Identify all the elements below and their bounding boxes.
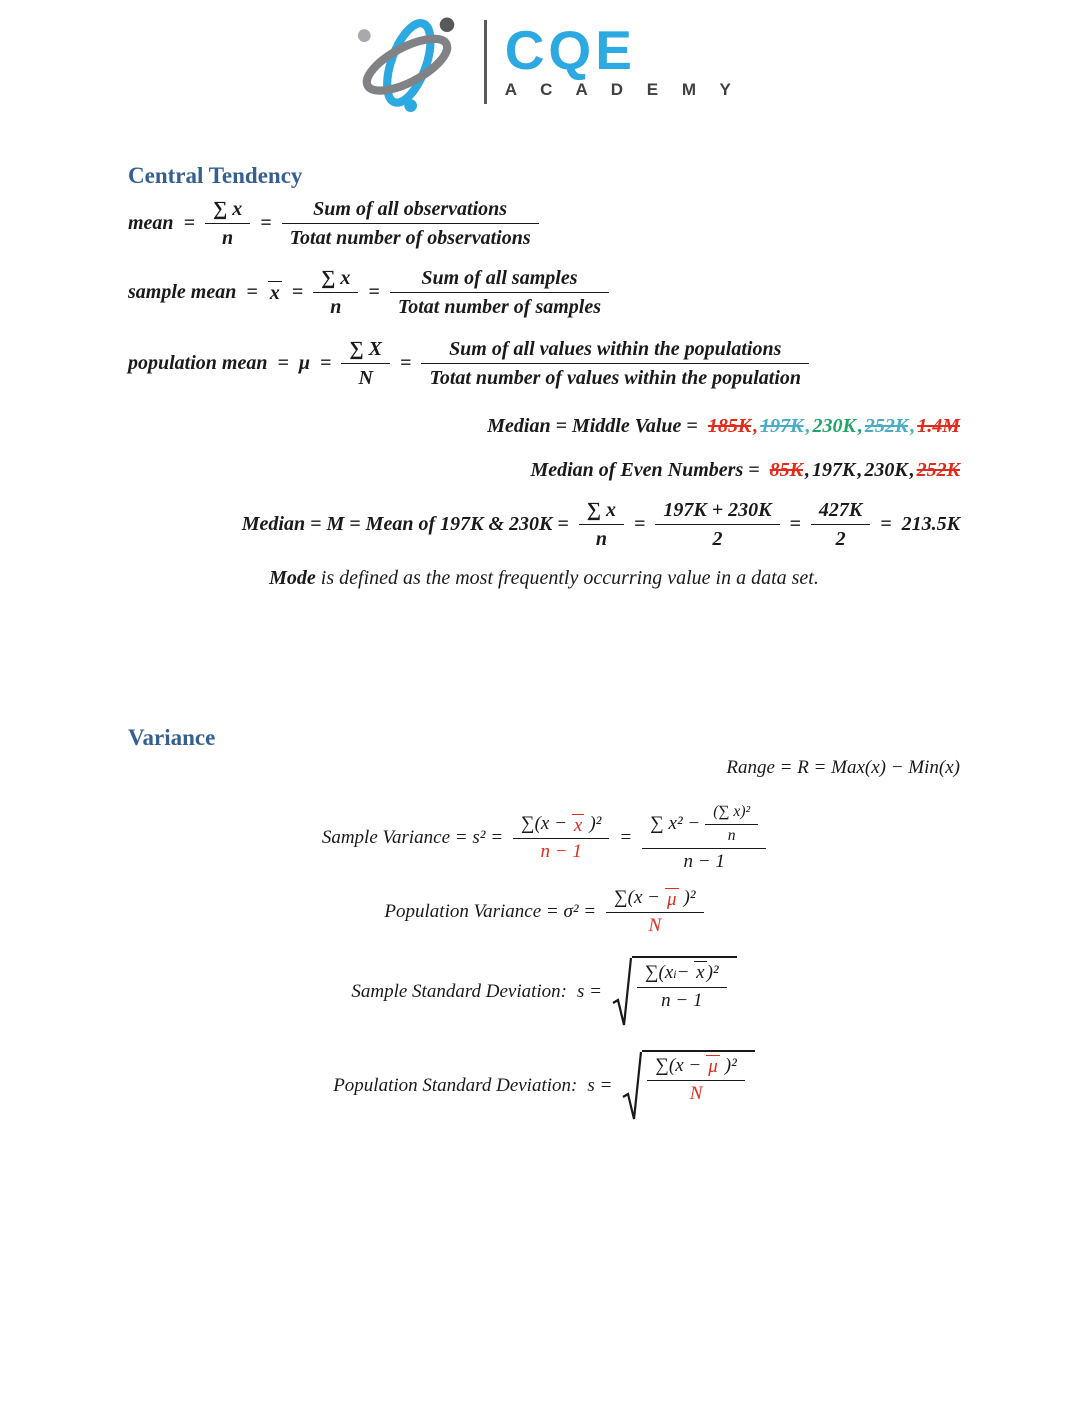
fraction-denominator: 2 xyxy=(811,524,870,551)
median-value: 185K xyxy=(707,414,752,437)
x-bar-symbol: x xyxy=(696,962,705,984)
fraction-numerator: ∑ x xyxy=(586,498,617,521)
s-equals: s = xyxy=(587,1074,613,1096)
fraction-numerator xyxy=(606,887,703,912)
fraction-verbal xyxy=(421,337,809,390)
mean-formula xyxy=(128,197,960,250)
sum-open: ∑(x xyxy=(644,962,674,984)
mode-definition xyxy=(128,567,960,590)
sample-mean-formula xyxy=(128,266,960,319)
fraction-numerator: ∑ x xyxy=(212,197,243,220)
median-middle-values xyxy=(708,414,960,438)
mu-bar-symbol: μ xyxy=(708,1056,718,1078)
range-formula xyxy=(128,757,960,780)
median-value: 252K xyxy=(916,458,960,481)
equals-sign: = xyxy=(320,352,332,375)
x-bar-symbol: x xyxy=(573,814,583,836)
equals-sign: = xyxy=(880,513,892,536)
population-mean-label: population mean xyxy=(128,352,268,375)
equals-sign: = xyxy=(277,352,289,375)
comma: , xyxy=(804,458,810,481)
fraction-numerator xyxy=(513,813,609,838)
fraction-denominator: n xyxy=(205,223,250,250)
section-heading-central-tendency: Central Tendency xyxy=(128,163,303,188)
mu-bar-symbol: μ xyxy=(667,888,677,910)
median-value: 230K xyxy=(864,458,908,481)
logo-divider xyxy=(484,20,487,104)
fraction-sum-x-over-n xyxy=(205,197,250,250)
sum-squared-deviations xyxy=(645,961,719,985)
population-variance-formula xyxy=(128,887,960,938)
radicand xyxy=(642,1050,754,1106)
fraction-verbal xyxy=(390,266,609,319)
fraction-numerator xyxy=(637,961,727,987)
squared-close: )² xyxy=(706,962,719,984)
square-root xyxy=(622,1050,754,1122)
fraction-denominator xyxy=(513,838,609,864)
mean-label: mean xyxy=(128,212,174,235)
fraction-denominator xyxy=(606,912,703,938)
fraction-numerator: ∑ X xyxy=(349,337,383,360)
equals-sign: = xyxy=(400,352,412,375)
sample-stddev-label: Sample Standard Deviation: xyxy=(351,980,568,1002)
fraction-denominator: n − 1 xyxy=(637,987,727,1013)
equals-sign: = xyxy=(634,513,646,536)
range-expression: Range = R = Max(x) − Min(x) xyxy=(726,756,960,778)
N-symbol: N xyxy=(689,1082,703,1104)
equals-sign: = xyxy=(368,281,380,304)
sum-x-squared-minus: ∑ x² − xyxy=(650,813,701,835)
sample-mean-label: sample mean xyxy=(128,281,237,304)
N-symbol: N xyxy=(648,915,662,937)
x-bar-symbol: x xyxy=(269,281,280,304)
median-value: 197K xyxy=(760,414,804,437)
fraction-computational-form xyxy=(642,803,766,873)
fraction-sum-x-over-n xyxy=(579,498,624,551)
median-value: 197K xyxy=(811,458,856,481)
fraction-427K-over-2 xyxy=(811,498,870,551)
median-value: 1.4M xyxy=(917,414,960,437)
fraction-sum-sq-dev-over-n-1 xyxy=(513,813,609,864)
comma: , xyxy=(857,414,863,437)
fraction-numerator: Sum of all observations xyxy=(313,197,508,220)
equals-sign: = xyxy=(291,281,304,304)
comma: , xyxy=(909,458,915,481)
sample-variance-label: Sample Variance = s² = xyxy=(321,826,504,848)
fraction-denominator xyxy=(647,1080,744,1106)
comma: , xyxy=(910,414,916,437)
squared-close: )² xyxy=(683,887,696,909)
fraction-denominator: n xyxy=(313,292,358,319)
mode-definition-text: is defined as the most frequently occurring value in a data set. xyxy=(315,566,819,589)
logo-brand: CQE xyxy=(504,19,636,82)
equals-sign: = xyxy=(246,281,258,304)
fraction-under-root xyxy=(637,961,727,1013)
fraction-numerator: 427K xyxy=(818,498,863,521)
median-mean-formula xyxy=(128,498,960,551)
fraction-numerator xyxy=(642,803,766,847)
subscript-i: i xyxy=(673,968,677,982)
logo-subtitle: A C A D E M Y xyxy=(504,79,741,99)
fraction-sum-x-over-n xyxy=(313,266,358,319)
fraction-numerator: 197K + 230K xyxy=(663,498,772,521)
sample-standard-deviation-formula xyxy=(128,956,960,1028)
squared-close: )² xyxy=(589,813,602,835)
population-stddev-label: Population Standard Deviation: xyxy=(333,1074,578,1096)
sum-open: ∑(x − xyxy=(655,1055,702,1077)
fraction-denominator: Totat number of observations xyxy=(282,223,539,250)
population-variance-label: Population Variance = σ² = xyxy=(384,901,597,923)
fraction-denominator: N xyxy=(341,363,390,390)
median-middle-label: Median = Middle Value = xyxy=(487,414,698,437)
median-mean-label: Median = M = Mean of 197K & 230K = xyxy=(241,513,569,536)
fraction-verbal xyxy=(282,197,539,250)
n-minus-1: n − 1 xyxy=(540,840,582,862)
mu-symbol: μ xyxy=(298,352,311,375)
fraction-denominator: 2 xyxy=(655,524,779,551)
fraction-197-plus-230-over-2 xyxy=(655,498,779,551)
sum-open: ∑(x − xyxy=(521,813,567,835)
fraction-denominator: n xyxy=(579,524,624,551)
section-heading-variance: Variance xyxy=(128,724,216,750)
logo xyxy=(128,0,960,112)
comma: , xyxy=(857,458,863,481)
sample-variance-formula xyxy=(128,803,960,873)
median-value: 252K xyxy=(864,414,909,437)
fraction-numerator xyxy=(647,1055,744,1080)
equals-sign: = xyxy=(619,826,633,848)
fraction-numerator: ∑ x xyxy=(321,266,351,289)
median-result: 213.5K xyxy=(901,513,960,536)
comma: , xyxy=(805,414,811,437)
population-standard-deviation-formula xyxy=(128,1050,960,1122)
fraction-numerator: (∑ x)² xyxy=(713,803,751,821)
median-even-label: Median of Even Numbers = xyxy=(530,458,760,481)
fraction-numerator: Sum of all samples xyxy=(421,266,578,289)
fraction-denominator: Totat number of samples xyxy=(390,292,609,319)
fraction-sum-sq-dev-over-N xyxy=(606,887,703,938)
population-mean-formula xyxy=(128,337,960,390)
median-middle-value-line xyxy=(128,414,960,438)
fraction-numerator: Sum of all values within the populations xyxy=(449,337,782,360)
fraction-denominator: n − 1 xyxy=(642,848,766,874)
s-equals: s = xyxy=(577,980,602,1002)
equals-sign: = xyxy=(789,513,801,536)
squared-close: )² xyxy=(724,1055,737,1077)
radical-sign-icon xyxy=(612,956,632,1028)
mode-term: Mode xyxy=(269,566,316,589)
equals-sign: = xyxy=(183,212,195,235)
square-root xyxy=(612,956,737,1028)
median-even-numbers-line xyxy=(128,458,960,482)
minus: − xyxy=(676,962,690,984)
fraction-denominator: Totat number of values within the population xyxy=(421,363,809,390)
comma: , xyxy=(753,414,759,437)
median-value: 230K xyxy=(812,414,856,437)
logo-text xyxy=(504,19,741,99)
radicand xyxy=(632,956,737,1013)
equals-sign: = xyxy=(260,212,272,235)
median-value: 85K xyxy=(769,458,803,481)
fraction-denominator: n xyxy=(705,824,758,846)
radical-sign-icon xyxy=(622,1050,642,1122)
sum-open: ∑(x − xyxy=(614,887,660,909)
fraction-under-root xyxy=(647,1055,744,1106)
atom-orbit-icon xyxy=(348,12,466,112)
fraction-sum-X-over-N xyxy=(341,337,390,390)
median-even-values xyxy=(770,458,960,482)
inner-fraction xyxy=(705,803,758,845)
